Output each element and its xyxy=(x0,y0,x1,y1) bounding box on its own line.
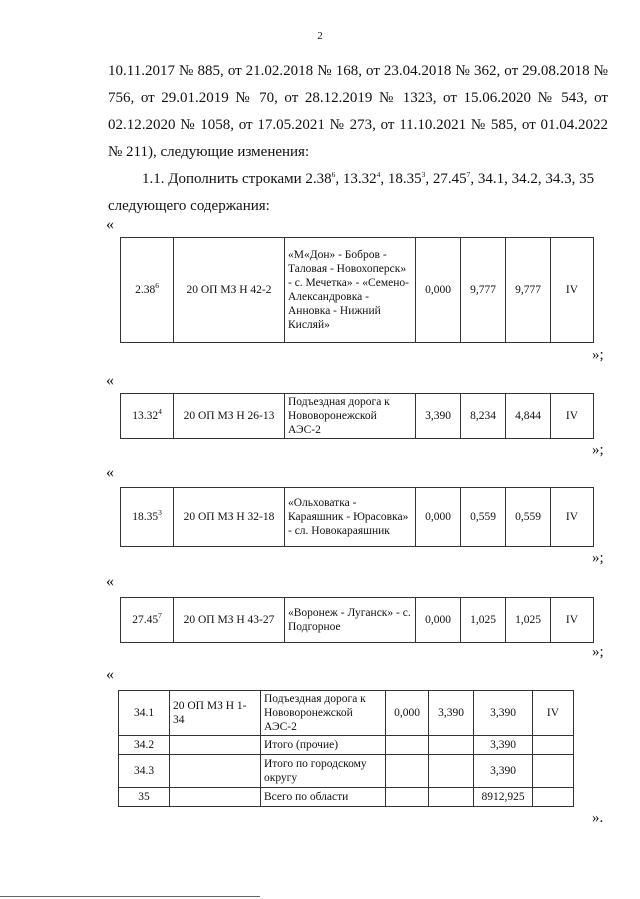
category-cell xyxy=(533,788,574,807)
row-ref: 13.32$^4$ xyxy=(342,170,381,187)
category-cell: IV xyxy=(551,394,594,439)
start-km-cell: 0,000 xyxy=(416,238,461,343)
start-km-cell: 0,000 xyxy=(386,691,429,736)
final-close-quote: ». xyxy=(592,810,604,826)
length-cell: 1,025 xyxy=(506,598,551,643)
close-quote: »; xyxy=(592,644,604,660)
insert-table-2-38 xyxy=(120,237,594,343)
row-number-cell: 18.35$^3$ xyxy=(121,488,174,547)
open-quote: « xyxy=(106,573,114,590)
row-number-cell: 35 xyxy=(119,788,170,807)
road-name-cell: «М«Дон» - Бобров - Таловая - Новохоперск» - с. Мечетка» - «Семено-Александровка - Анновка - Нижний Кисляй» xyxy=(285,238,416,343)
road-name-cell: Итого (прочие) xyxy=(261,736,386,755)
length-cell: 9,777 xyxy=(506,238,551,343)
road-code-cell xyxy=(170,736,261,755)
open-quote: « xyxy=(106,666,114,683)
row-number-cell: 13.32$^4$ xyxy=(121,394,174,439)
footer-rule xyxy=(0,896,260,897)
insert-table-13-32 xyxy=(120,393,594,439)
start-km-cell: 3,390 xyxy=(416,394,461,439)
category-cell: IV xyxy=(533,691,574,736)
table-row xyxy=(121,598,594,643)
road-code-cell: 20 ОП МЗ Н 26-13 xyxy=(174,394,285,439)
paragraph-amendment-1-1: 1.1. Дополнить строками 2.38$^6$, 13.32$^4$, 18.35$^3$, 27.45$^7$, 34.1, 34.2, 34.3, 35 следующего содержания: xyxy=(108,166,608,220)
row-ref: 27.45$^7$ xyxy=(432,170,471,187)
insert-table-27-45 xyxy=(120,597,594,643)
close-quote: »; xyxy=(592,550,604,566)
length-cell: 3,390 xyxy=(474,755,533,788)
row-number-cell: 34.1 xyxy=(119,691,170,736)
table-row xyxy=(119,736,574,755)
row-ref: 18.35$^3$ xyxy=(387,170,426,187)
table-row xyxy=(121,394,594,439)
table-row xyxy=(119,755,574,788)
length-cell: 8912,925 xyxy=(474,788,533,807)
row-number-cell: 2.38$^6$ xyxy=(121,238,174,343)
close-quote: »; xyxy=(592,442,604,458)
road-name-cell: Подъездная дорога к Нововоронежской АЭС-2 xyxy=(261,691,386,736)
row-number-cell: 27.45$^7$ xyxy=(121,598,174,643)
road-name-cell: «Ольховатка - Караяшник - Юрасовка» - сл. Новокараяшник xyxy=(285,488,416,547)
insert-table-18-35 xyxy=(120,487,594,547)
table-row xyxy=(121,488,594,547)
start-km-cell xyxy=(386,736,429,755)
end-km-cell: 8,234 xyxy=(461,394,506,439)
length-cell: 3,390 xyxy=(474,736,533,755)
start-km-cell xyxy=(386,788,429,807)
category-cell: IV xyxy=(551,488,594,547)
road-code-cell xyxy=(170,755,261,788)
amendment-prefix: 1.1. Дополнить строками xyxy=(142,171,306,187)
road-code-cell: 20 ОП МЗ Н 1-34 xyxy=(170,691,261,736)
end-km-cell xyxy=(429,788,474,807)
end-km-cell: 9,777 xyxy=(461,238,506,343)
road-name-cell: Итого по городскому округу xyxy=(261,755,386,788)
length-cell: 3,390 xyxy=(474,691,533,736)
road-code-cell xyxy=(170,788,261,807)
page-number: 2 xyxy=(317,30,323,42)
table-row xyxy=(119,788,574,807)
open-quote: « xyxy=(106,216,114,233)
amendment-line2: следующего содержания: xyxy=(108,198,270,214)
road-code-cell: 20 ОП МЗ Н 42-2 xyxy=(174,238,285,343)
end-km-cell: 3,390 xyxy=(429,691,474,736)
start-km-cell xyxy=(386,755,429,788)
start-km-cell: 0,000 xyxy=(416,488,461,547)
end-km-cell xyxy=(429,755,474,788)
paragraph-amended-acts: 10.11.2017 № 885, от 21.02.2018 № 168, от 23.04.2018 № 362, от 29.08.2018 № 756, от 29.01.2019 № 70, от 28.12.2019 № 1323, от 15.06.2020 № 543, от 02.12.2020 № 1058, от 17.05.2021 № 273, от 11.10.2021 № 585, от 01.04.2022 № 211), следующие изменения: xyxy=(108,63,608,160)
end-km-cell: 1,025 xyxy=(461,598,506,643)
road-code-cell: 20 ОП МЗ Н 32-18 xyxy=(174,488,285,547)
category-cell: IV xyxy=(551,598,594,643)
row-number-cell: 34.3 xyxy=(119,755,170,788)
insert-table-34-35 xyxy=(118,690,574,807)
table-row xyxy=(121,238,594,343)
table-row xyxy=(119,691,574,736)
length-cell: 0,559 xyxy=(506,488,551,547)
category-cell: IV xyxy=(551,238,594,343)
open-quote: « xyxy=(106,372,114,389)
row-number-cell: 34.2 xyxy=(119,736,170,755)
start-km-cell: 0,000 xyxy=(416,598,461,643)
category-cell xyxy=(533,736,574,755)
end-km-cell xyxy=(429,736,474,755)
road-name-cell: «Воронеж - Луганск» - с. Подгорное xyxy=(285,598,416,643)
row-ref: 2.38$^6$ xyxy=(305,170,336,187)
close-quote: »; xyxy=(592,347,604,363)
road-code-cell: 20 ОП МЗ Н 43-27 xyxy=(174,598,285,643)
length-cell: 4,844 xyxy=(506,394,551,439)
open-quote: « xyxy=(106,464,114,481)
road-name-cell: Подъездная дорога к Нововоронежской АЭС-2 xyxy=(285,394,416,439)
category-cell xyxy=(533,755,574,788)
row-refs-tail: 34.1, 34.2, 34.3, 35 xyxy=(477,171,595,187)
road-name-cell: Всего по области xyxy=(261,788,386,807)
end-km-cell: 0,559 xyxy=(461,488,506,547)
